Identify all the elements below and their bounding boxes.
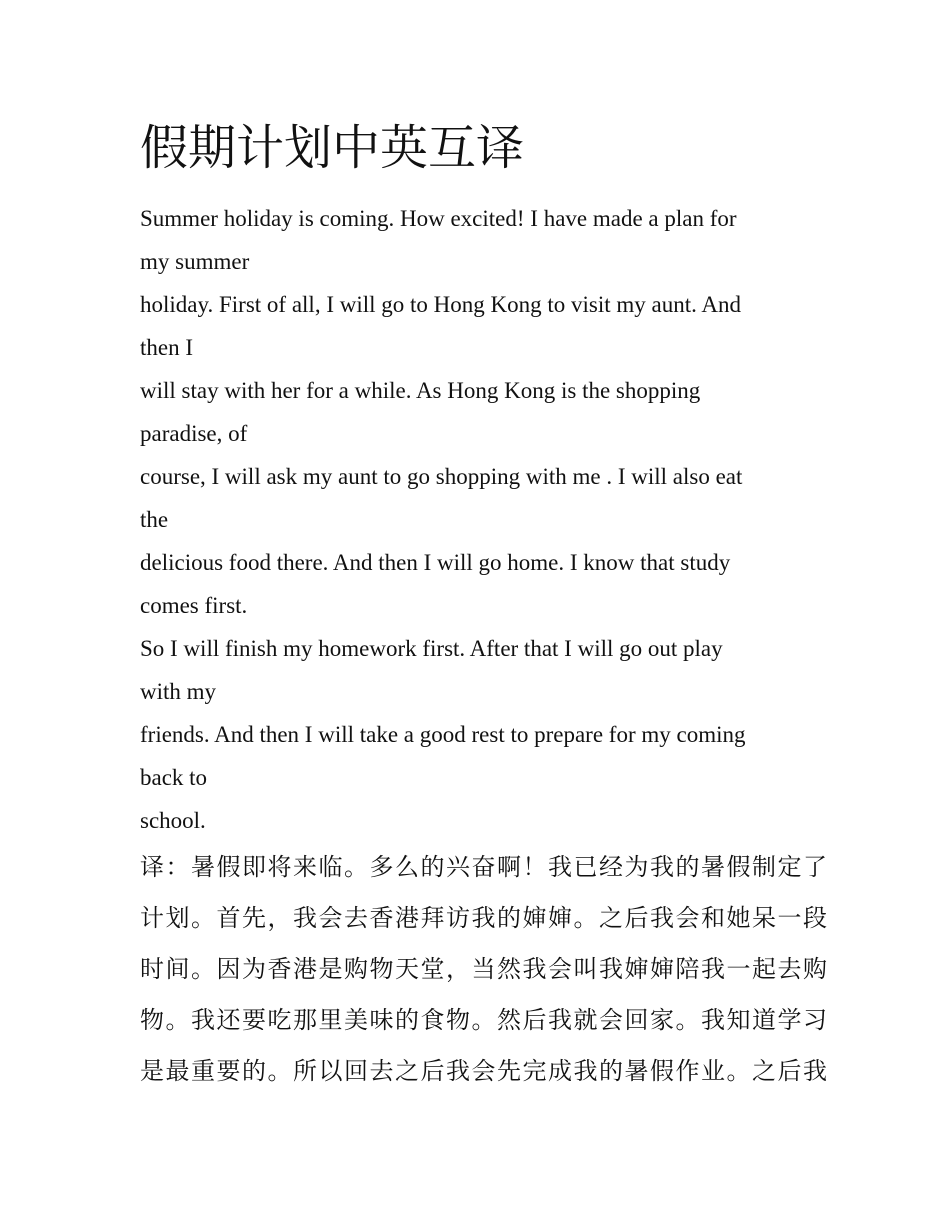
english-line: friends. And then I will take a good rest to prepare for my coming (140, 722, 746, 747)
english-line: delicious food there. And then I will go home. I know that study (140, 550, 731, 575)
english-line: my summer (140, 249, 250, 274)
chinese-line: 时间。因为香港是购物天堂，当然我会叫我婶婶陪我一起去购 (140, 955, 829, 983)
english-passage (140, 197, 820, 842)
english-line: course, I will ask my aunt to go shopping with me . I will also eat (140, 464, 743, 489)
english-line: holiday. First of all, I will go to Hong Kong to visit my aunt. And (140, 292, 741, 317)
english-line: So I will finish my homework first. After that I will go out play (140, 636, 723, 661)
english-line: back to (140, 765, 208, 790)
english-line: then I (140, 335, 194, 360)
english-line: with my (140, 679, 217, 704)
chinese-line: 计划。首先，我会去香港拜访我的婶婶。之后我会和她呆一段 (140, 904, 829, 932)
chinese-translation (140, 842, 829, 1097)
chinese-line: 是最重要的。所以回去之后我会先完成我的暑假作业。之后我 (140, 1057, 829, 1085)
document-title: 假期计划中英互译 (140, 120, 525, 176)
chinese-line: 物。我还要吃那里美味的食物。然后我就会回家。我知道学习 (140, 1006, 829, 1034)
chinese-line: 译：暑假即将来临。多么的兴奋啊！我已经为我的暑假制定了 (140, 853, 829, 881)
english-line: will stay with her for a while. As Hong Kong is the shopping (140, 378, 701, 403)
english-line: the (140, 507, 169, 532)
english-line: school. (140, 808, 206, 833)
english-line: comes first. (140, 593, 248, 618)
english-line: Summer holiday is coming. How excited! I have made a plan for (140, 206, 737, 231)
english-line: paradise, of (140, 421, 248, 446)
